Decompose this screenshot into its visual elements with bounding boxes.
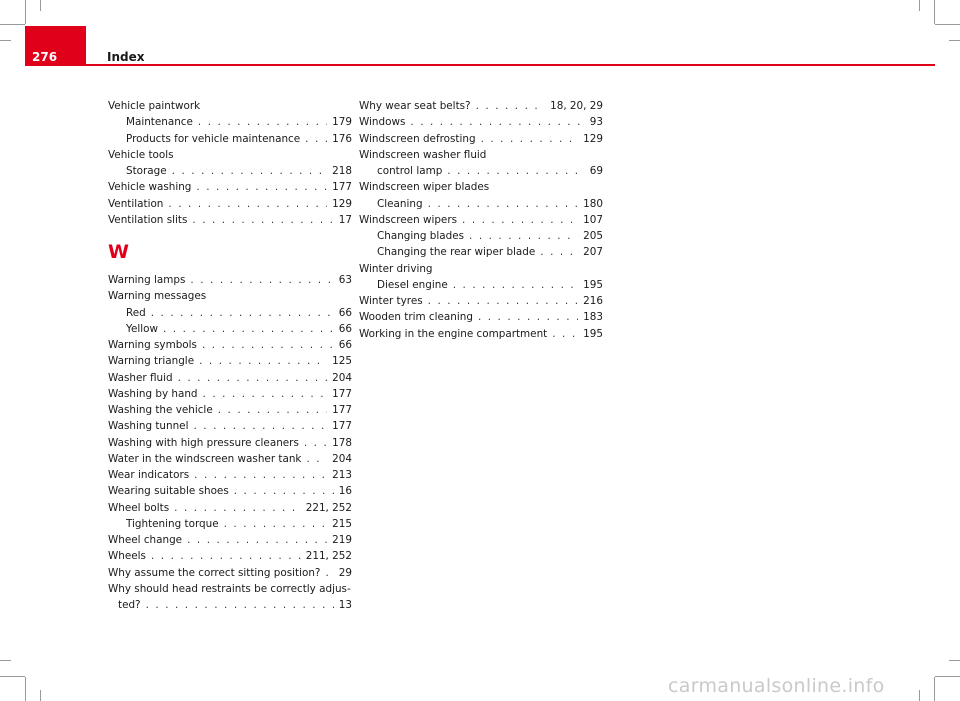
index-line	[108, 467, 352, 483]
dot-leader	[481, 131, 579, 147]
index-entry	[359, 163, 603, 179]
index-entry	[359, 261, 603, 277]
page-ref: 183	[583, 311, 603, 324]
dot-leader	[428, 293, 579, 309]
index-line	[108, 353, 352, 369]
dot-leader	[447, 163, 584, 179]
dot-leader	[199, 353, 327, 369]
dot-leader	[476, 98, 546, 114]
index-term: Why assume the correct sitting position?	[108, 566, 321, 579]
dot-leader	[174, 500, 301, 516]
dot-leader	[192, 212, 333, 228]
page-ref: 218	[332, 165, 352, 177]
index-line	[108, 272, 352, 288]
dot-leader	[146, 597, 334, 613]
index-term: Winter tyres	[359, 295, 423, 307]
index-term: Wooden trim cleaning	[359, 311, 473, 324]
index-entry	[108, 163, 352, 179]
page-ref: 216	[583, 295, 603, 307]
index-term: Changing blades	[377, 230, 465, 242]
index-line	[108, 402, 352, 418]
index-line	[359, 277, 603, 293]
index-entry	[108, 386, 352, 402]
page-ref: 177	[332, 387, 352, 400]
page-ref: 66	[338, 339, 352, 351]
index-entry	[108, 565, 352, 581]
page-number: 276	[32, 50, 58, 64]
dot-leader	[453, 277, 578, 293]
crop-mark	[919, 690, 920, 701]
dot-leader	[304, 435, 327, 451]
index-term: Why wear seat belts?	[359, 100, 471, 112]
index-entry	[359, 309, 603, 325]
crop-mark	[949, 40, 960, 41]
index-term: Water in the windscreen washer tank	[108, 452, 302, 465]
dot-leader	[428, 196, 579, 212]
index-term: Washing tunnel	[108, 420, 189, 433]
index-term: Vehicle tools	[108, 148, 174, 161]
dot-leader	[325, 565, 333, 581]
index-entry	[359, 147, 603, 163]
index-line	[359, 326, 603, 342]
index-entry	[108, 451, 352, 467]
dot-leader	[202, 337, 334, 353]
index-entry	[108, 196, 352, 212]
index-term: Washing with high pressure cleaners	[108, 436, 299, 449]
index-line	[359, 244, 603, 260]
page-ref: 66	[338, 322, 352, 335]
page-ref: 205	[583, 230, 603, 242]
index-term: Tightening torque	[126, 517, 219, 530]
index-term: Wheel bolts	[108, 501, 170, 514]
index-entry	[108, 147, 352, 163]
index-line	[108, 305, 352, 321]
index-line	[359, 212, 603, 228]
index-line	[359, 114, 603, 130]
page-ref: 13	[338, 599, 352, 611]
dot-leader	[410, 114, 584, 130]
index-line	[108, 179, 352, 195]
index-term: Ventilation	[108, 197, 164, 210]
dot-leader	[540, 244, 578, 260]
index-entry	[108, 402, 352, 418]
crop-mark	[935, 676, 960, 677]
dot-leader	[306, 451, 327, 467]
index-entry	[359, 326, 603, 342]
index-entry	[359, 114, 603, 130]
index-entry	[359, 212, 603, 228]
index-line	[359, 293, 603, 309]
index-column-left	[108, 98, 352, 613]
index-entry	[108, 272, 352, 288]
index-entry	[108, 337, 352, 353]
index-term: Warning messages	[108, 290, 207, 303]
index-term: Windscreen wipers	[359, 213, 458, 226]
crop-mark	[40, 690, 41, 701]
index-entry	[108, 98, 352, 114]
dot-leader	[196, 179, 327, 195]
index-letter-heading: W	[108, 241, 129, 263]
index-entry	[108, 131, 352, 147]
index-term: Maintenance	[126, 116, 193, 129]
dot-leader	[478, 309, 578, 325]
index-entry	[108, 581, 352, 614]
page-ref: 178	[332, 436, 352, 449]
index-term: Wheel change	[108, 534, 183, 546]
index-entry	[108, 179, 352, 195]
page-ref: 219	[332, 534, 352, 546]
index-line	[359, 228, 603, 244]
page-ref: 129	[332, 197, 352, 210]
page-ref: 207	[583, 246, 603, 259]
page-ref: 177	[332, 181, 352, 194]
index-term: Winter driving	[359, 262, 433, 275]
index-term: Why should head restraints be correctly adjus-	[108, 582, 351, 595]
index-term: control lamp	[377, 165, 443, 177]
index-line	[359, 163, 603, 179]
page-ref: 213	[332, 469, 352, 481]
index-line	[108, 386, 352, 402]
index-term: ted?	[118, 599, 141, 611]
dot-leader	[224, 516, 328, 532]
index-line	[108, 500, 352, 516]
index-entry	[359, 244, 603, 260]
index-entry	[359, 98, 603, 114]
crop-mark	[0, 24, 25, 25]
index-term: Storage	[126, 165, 167, 177]
dot-leader	[469, 228, 578, 244]
dot-leader	[194, 467, 327, 483]
index-term: Warning triangle	[108, 355, 195, 368]
page-ref: 221, 252	[305, 501, 352, 514]
crop-mark	[934, 0, 935, 24]
index-line	[108, 196, 352, 212]
index-line	[108, 597, 352, 613]
section-title: Index	[107, 50, 145, 64]
index-line	[108, 98, 352, 114]
index-term: Working in the engine compartment	[359, 327, 548, 340]
index-line	[108, 581, 352, 597]
index-term: Red	[126, 306, 146, 319]
index-entry	[359, 179, 603, 195]
index-term: Diesel engine	[377, 278, 448, 291]
index-entry	[359, 196, 603, 212]
index-entry	[108, 516, 352, 532]
crop-mark	[934, 677, 935, 701]
page-ref: 129	[583, 132, 603, 145]
index-line	[108, 131, 352, 147]
index-term: Windscreen wiper blades	[359, 181, 490, 194]
page-ref: 29	[338, 566, 352, 579]
page-ref: 177	[332, 404, 352, 416]
index-line	[108, 483, 352, 499]
index-line	[108, 321, 352, 337]
index-term: Vehicle paintwork	[108, 100, 201, 112]
crop-mark	[0, 40, 11, 41]
page-ref: 215	[332, 517, 352, 530]
index-column-right	[359, 98, 603, 342]
dot-leader	[163, 321, 334, 337]
index-line	[108, 370, 352, 386]
index-line	[108, 212, 352, 228]
dot-leader	[178, 370, 328, 386]
index-term: Windscreen defrosting	[359, 132, 476, 145]
index-term: Changing the rear wiper blade	[377, 246, 536, 259]
index-term: Wear indicators	[108, 469, 190, 481]
dot-leader	[190, 272, 333, 288]
dot-leader	[187, 532, 327, 548]
index-entry	[359, 293, 603, 309]
page-ref: 204	[332, 371, 352, 384]
index-line	[359, 261, 603, 277]
dot-leader	[218, 402, 327, 418]
dot-leader	[203, 386, 328, 402]
index-term: Washer fluid	[108, 371, 173, 384]
index-line	[359, 179, 603, 195]
index-entry	[108, 353, 352, 369]
index-entry	[108, 418, 352, 434]
index-term: Warning lamps	[108, 274, 186, 286]
index-term: Ventilation slits	[108, 213, 188, 226]
page-ref: 107	[583, 213, 603, 226]
index-entry	[108, 532, 352, 548]
index-term: Windscreen washer fluid	[359, 148, 487, 161]
dot-leader	[151, 548, 301, 564]
index-entry	[108, 435, 352, 451]
index-entry	[108, 467, 352, 483]
index-line	[359, 131, 603, 147]
page-ref: 16	[338, 485, 352, 498]
dot-leader	[172, 163, 328, 179]
page-ref: 69	[589, 165, 603, 177]
index-line	[108, 532, 352, 548]
index-term: Washing the vehicle	[108, 404, 213, 416]
index-line	[108, 516, 352, 532]
index-term: Products for vehicle maintenance	[126, 132, 301, 145]
index-term: Cleaning	[377, 197, 423, 210]
index-entry	[108, 548, 352, 564]
index-entry	[108, 288, 352, 304]
page-ref: 63	[338, 274, 352, 286]
crop-mark	[0, 676, 25, 677]
index-line	[359, 309, 603, 325]
dot-leader	[198, 114, 327, 130]
dot-leader	[151, 305, 334, 321]
index-line	[108, 147, 352, 163]
page-ref: 18, 20, 29	[550, 100, 603, 112]
index-line	[108, 337, 352, 353]
dot-leader	[234, 483, 334, 499]
crop-mark	[25, 677, 26, 701]
index-term: Warning symbols	[108, 339, 197, 351]
index-entry	[359, 277, 603, 293]
index-entry	[359, 131, 603, 147]
index-line	[108, 288, 352, 304]
index-entry	[108, 212, 352, 228]
index-line	[108, 114, 352, 130]
header-rule	[86, 64, 935, 66]
page-ref: 211, 252	[305, 550, 352, 563]
index-entry	[359, 228, 603, 244]
page-ref: 204	[332, 452, 352, 465]
index-entry	[108, 500, 352, 516]
page-ref: 125	[332, 355, 352, 368]
dot-leader	[168, 196, 327, 212]
page-ref: 180	[583, 197, 603, 210]
index-line	[108, 163, 352, 179]
index-term: Wearing suitable shoes	[108, 485, 229, 498]
page-ref: 179	[332, 116, 352, 129]
index-term: Wheels	[108, 550, 146, 563]
index-term: Yellow	[126, 322, 158, 335]
index-line	[108, 565, 352, 581]
index-entry	[108, 483, 352, 499]
crop-mark	[949, 660, 960, 661]
index-line	[359, 98, 603, 114]
crop-mark	[40, 0, 41, 11]
page-ref: 66	[338, 306, 352, 319]
dot-leader	[193, 418, 327, 434]
crop-mark	[935, 24, 960, 25]
index-line	[359, 196, 603, 212]
index-line	[108, 418, 352, 434]
index-term: Vehicle washing	[108, 181, 192, 194]
index-line	[108, 435, 352, 451]
index-entry	[108, 370, 352, 386]
crop-mark	[25, 0, 26, 24]
page-ref: 195	[583, 327, 603, 340]
page-ref: 93	[589, 116, 603, 129]
index-entry	[108, 305, 352, 321]
index-line	[108, 548, 352, 564]
dot-leader	[462, 212, 578, 228]
page-ref: 17	[338, 213, 352, 226]
index-term: Washing by hand	[108, 387, 198, 400]
index-term: Windows	[359, 116, 406, 129]
index-line	[108, 451, 352, 467]
crop-mark	[919, 0, 920, 11]
page-ref: 195	[583, 278, 603, 291]
index-entry	[108, 114, 352, 130]
index-line	[359, 147, 603, 163]
dot-leader	[552, 326, 578, 342]
page-ref: 177	[332, 420, 352, 433]
index-entry	[108, 321, 352, 337]
dot-leader	[305, 131, 327, 147]
page-ref: 176	[332, 132, 352, 145]
watermark: carmanualsonline.info	[668, 675, 885, 697]
crop-mark	[0, 660, 11, 661]
